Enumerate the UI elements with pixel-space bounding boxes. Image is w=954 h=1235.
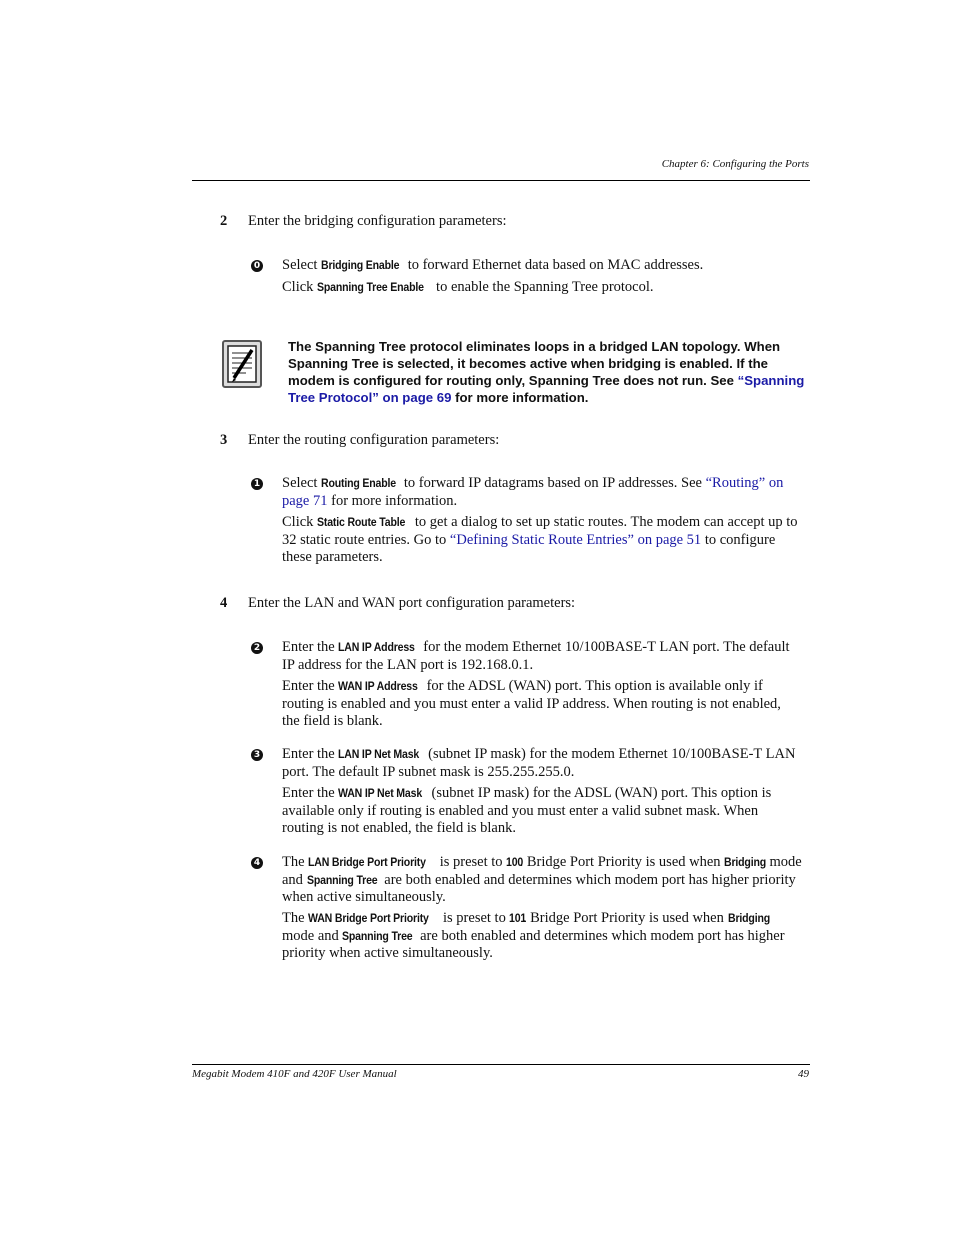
wan-bridge-priority-para: The WAN Bridge Port Priority is preset to 101. Bridge Port Priority is used when Bridging mode and Spanning Tree are both enabled and determines which modem port has higher priority when active simultaneously. xyxy=(282,910,785,961)
step-4-text: Enter the LAN and WAN port configuration parameters: xyxy=(248,595,576,611)
step-3-text: Enter the routing configuration parameters: xyxy=(248,432,500,448)
running-header: Chapter 6: Configuring the Ports xyxy=(661,158,809,170)
step-3-para-2: Click Static Route Table to get a dialog to set up static routes. The modem can accept up to 32 static route entries. Go to “Defining Static Route Entries” on page 51 to configure these parameters. xyxy=(282,514,798,565)
step-2-number: 2 xyxy=(220,213,228,229)
note-pencil-icon xyxy=(222,340,262,388)
step-3-para-1: Select Routing Enable to forward IP datagrams based on IP addresses. See “Routing” on page 71 for more information. xyxy=(282,475,784,509)
note-text: The Spanning Tree protocol eliminates loops in a bridged LAN topology. When Spanning Tree is selected, it becomes active when bridging is enabled. If the modem is configured for routing only, Spanning Tree does not run. See “Spanning Tree Protocol” on page 69 for more information. xyxy=(288,339,805,405)
callout-1-icon: 1 xyxy=(251,478,263,490)
note-link[interactable]: “Spanning Tree Protocol” on page 69 xyxy=(288,373,805,405)
lan-ip-address-para: Enter the LAN IP Address for the modem Ethernet 10/100BASE-T LAN port. The default IP address for the LAN port is 192.168.0.1. xyxy=(282,639,790,673)
step-2-para-1: Select Bridging Enable to forward Ethernet data based on MAC addresses. xyxy=(282,257,704,273)
routing-link[interactable]: “Routing” on page 71 xyxy=(282,475,784,509)
lan-bridge-priority-para: The LAN Bridge Port Priority is preset to 100. Bridge Port Priority is used when Bridging mode and Spanning Tree are both enabled and determines which modem port has higher priority when active simultaneously. xyxy=(282,854,802,905)
page-number: 49 xyxy=(798,1068,809,1080)
wan-ip-address-para: Enter the WAN IP Address for the ADSL (WAN) port. This option is available only if routing is enabled and you must enter a valid IP address. When routing is not enabled, the field is blank. xyxy=(282,678,781,729)
step-4-number: 4 xyxy=(220,595,228,611)
footer-rule xyxy=(192,1064,810,1065)
footer-title: Megabit Modem 410F and 420F User Manual xyxy=(192,1068,397,1080)
callout-4-icon: 4 xyxy=(251,857,263,869)
callout-3-icon: 3 xyxy=(251,749,263,761)
callout-0-icon: 0 xyxy=(251,260,263,272)
static-route-link[interactable]: “Defining Static Route Entries” on page 51 xyxy=(449,531,702,548)
step-3-number: 3 xyxy=(220,432,228,448)
step-2-text: Enter the bridging configuration parameters: xyxy=(248,213,507,229)
header-rule xyxy=(192,180,810,181)
lan-net-mask-para: Enter the LAN IP Net Mask (subnet IP mask) for the modem Ethernet 10/100BASE-T LAN port. The default IP subnet mask is 255.255.255.0. xyxy=(282,746,796,780)
step-2-para-2: Click Spanning Tree Enable to enable the Spanning Tree protocol. xyxy=(282,279,654,295)
callout-2-icon: 2 xyxy=(251,642,263,654)
wan-net-mask-para: Enter the WAN IP Net Mask (subnet IP mask) for the ADSL (WAN) port. This option is available only if routing is enabled and you must enter a valid subnet mask. When routing is not enabled, the field is blank. xyxy=(282,785,772,836)
